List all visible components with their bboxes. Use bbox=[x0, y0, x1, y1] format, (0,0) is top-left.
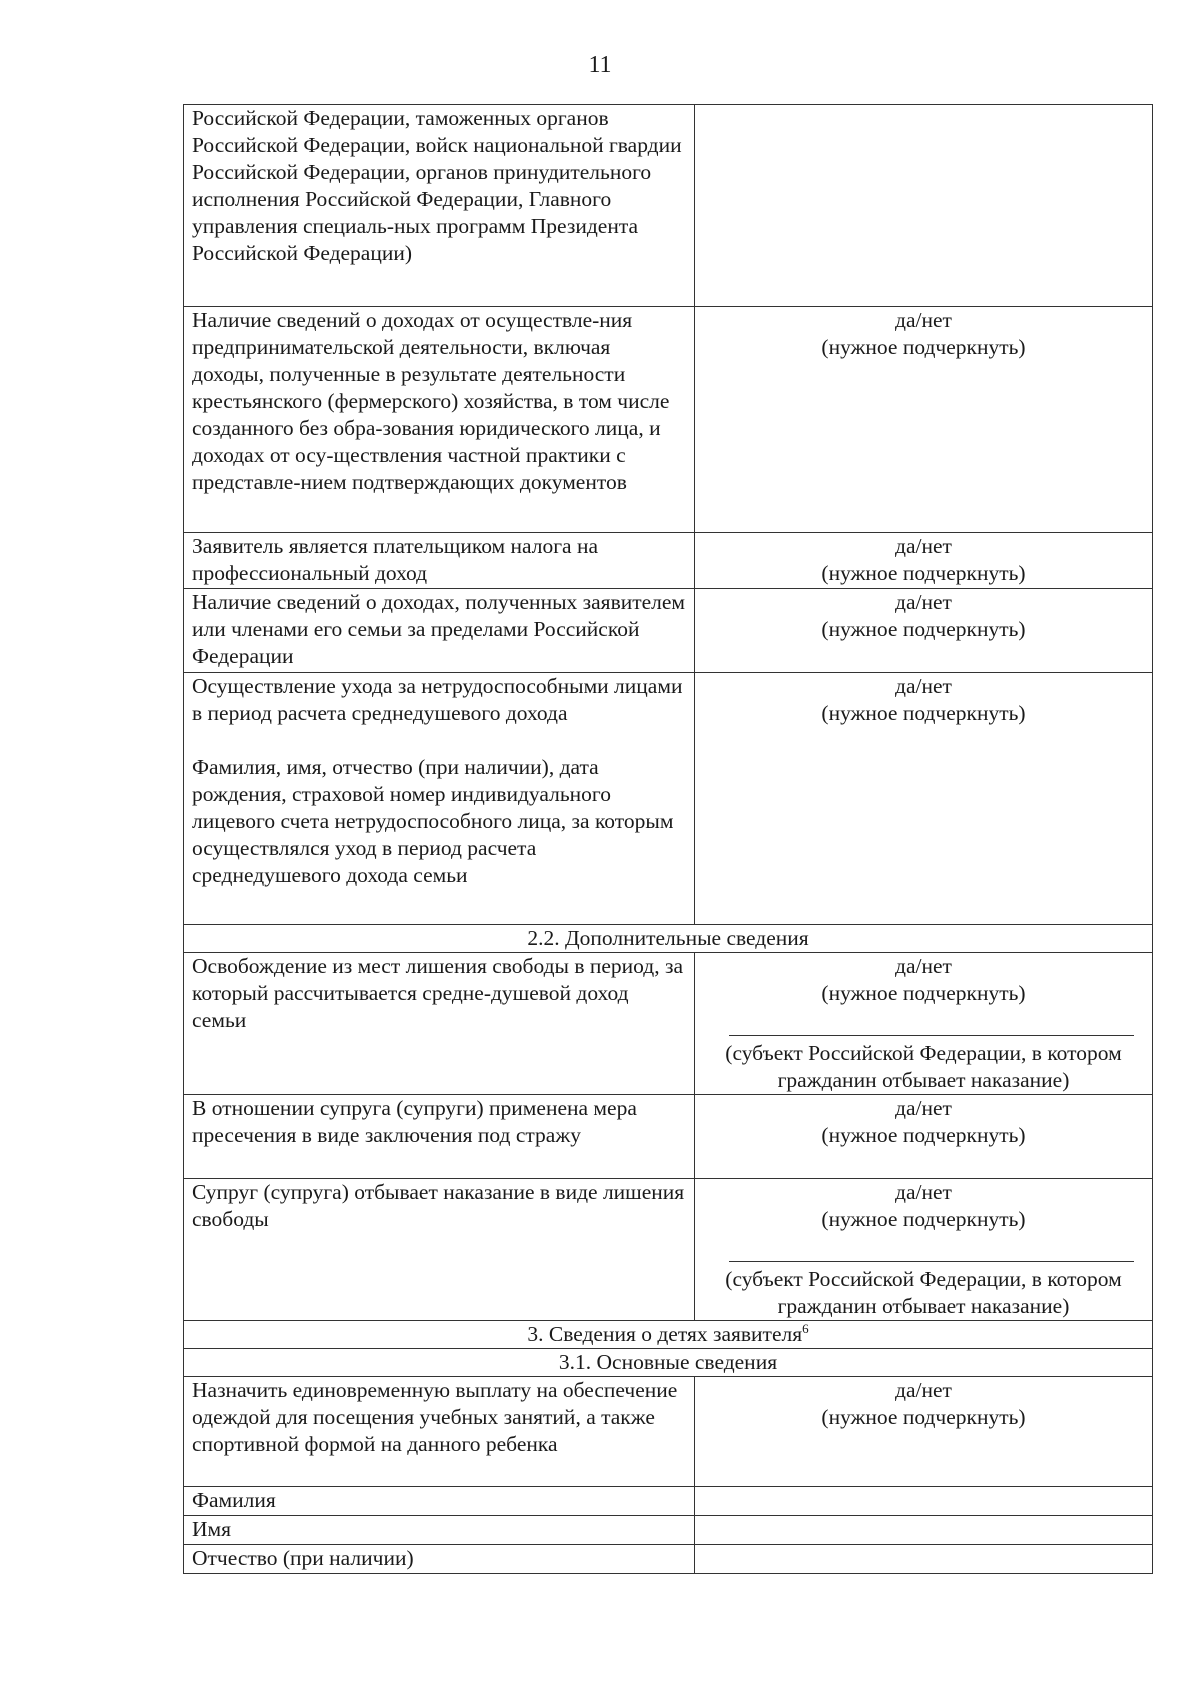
row-value-release-from-prison[interactable] bbox=[695, 953, 1153, 1095]
care-details-instruction: Фамилия, имя, отчество (при наличии), дата рождения, страховой номер индивидуального лицевого счета нетрудоспособного лица, за которым осуществлялся уход в период расчета среднедушевого дохода семьи bbox=[192, 755, 674, 887]
row-label-surname: Фамилия bbox=[184, 1487, 695, 1516]
patronymic-field[interactable] bbox=[695, 1545, 1153, 1574]
row-value-foreign-income[interactable] bbox=[695, 589, 1153, 673]
section-heading-3-text: 3. Сведения о детях заявителя bbox=[527, 1322, 803, 1346]
table-row bbox=[184, 1179, 1153, 1321]
underline-hint: (нужное подчеркнуть) bbox=[821, 981, 1026, 1005]
table-row bbox=[184, 105, 1153, 307]
care-question: Осуществление ухода за нетрудоспособными лицами в период расчета среднедушевого дохода bbox=[192, 674, 683, 725]
section-heading-3-1: 3.1. Основные сведения bbox=[184, 1349, 1153, 1377]
table-row bbox=[184, 533, 1153, 589]
surname-field[interactable] bbox=[695, 1487, 1153, 1516]
yes-no-option[interactable]: да/нет bbox=[895, 1096, 952, 1120]
underline-hint: (нужное подчеркнуть) bbox=[821, 1405, 1026, 1429]
row-label-spouse-detention: В отношении супруга (супруги) применена мера пресечения в виде заключения под стражу bbox=[184, 1095, 695, 1179]
subject-input-line[interactable] bbox=[729, 1241, 1134, 1262]
underline-hint: (нужное подчеркнуть) bbox=[821, 1123, 1026, 1147]
section-row bbox=[184, 1321, 1153, 1349]
application-form-table bbox=[183, 104, 1153, 1574]
table-row bbox=[184, 1545, 1153, 1574]
table-row bbox=[184, 1095, 1153, 1179]
first-name-field[interactable] bbox=[695, 1516, 1153, 1545]
subject-caption: (субъект Российской Федерации, в котором гражданин отбывает наказание) bbox=[725, 1267, 1122, 1318]
section-row bbox=[184, 1349, 1153, 1377]
yes-no-option[interactable]: да/нет bbox=[895, 308, 952, 332]
row-label-patronymic: Отчество (при наличии) bbox=[184, 1545, 695, 1574]
table-row bbox=[184, 953, 1153, 1095]
section-row bbox=[184, 925, 1153, 953]
yes-no-option[interactable]: да/нет bbox=[895, 1180, 952, 1204]
subject-caption: (субъект Российской Федерации, в котором гражданин отбывает наказание) bbox=[725, 1041, 1122, 1092]
table-row bbox=[184, 673, 1153, 925]
row-label-care-disabled bbox=[184, 673, 695, 925]
underline-hint: (нужное подчеркнуть) bbox=[821, 561, 1026, 585]
section-heading-2-2: 2.2. Дополнительные сведения bbox=[184, 925, 1153, 953]
subject-input-line[interactable] bbox=[729, 1015, 1134, 1036]
table-row bbox=[184, 307, 1153, 533]
table-row bbox=[184, 589, 1153, 673]
row-value-professional-tax[interactable] bbox=[695, 533, 1153, 589]
yes-no-option[interactable]: да/нет bbox=[895, 590, 952, 614]
page-number: 11 bbox=[588, 52, 612, 78]
underline-hint: (нужное подчеркнуть) bbox=[821, 335, 1026, 359]
underline-hint: (нужное подчеркнуть) bbox=[821, 701, 1026, 725]
row-value-authorities[interactable] bbox=[695, 105, 1153, 307]
row-label-authorities: Российской Федерации, таможенных органов Российской Федерации, войск национальной гвардии Российской Федерации, органов принудительного исполнения Российской Федерации, Главного управления специаль-ных программ Президента Российской Федерации) bbox=[184, 105, 695, 307]
row-value-spouse-detention[interactable] bbox=[695, 1095, 1153, 1179]
yes-no-option[interactable]: да/нет bbox=[895, 954, 952, 978]
row-value-clothing-payment[interactable] bbox=[695, 1377, 1153, 1487]
row-value-business-income[interactable] bbox=[695, 307, 1153, 533]
yes-no-option[interactable]: да/нет bbox=[895, 674, 952, 698]
row-value-spouse-imprisonment[interactable] bbox=[695, 1179, 1153, 1321]
footnote-mark: 6 bbox=[802, 1320, 809, 1336]
table-row bbox=[184, 1377, 1153, 1487]
row-label-clothing-payment: Назначить единовременную выплату на обеспечение одеждой для посещения учебных занятий, а также спортивной формой на данного ребенка bbox=[184, 1377, 695, 1487]
row-value-care-disabled[interactable] bbox=[695, 673, 1153, 925]
yes-no-option[interactable]: да/нет bbox=[895, 534, 952, 558]
row-label-business-income: Наличие сведений о доходах от осуществле-ния предпринимательской деятельности, включая доходы, полученные в результате деятельности крестьянского (фермерского) хозяйства, в том числе созданного без обра-зования юридического лица, и доходах от осу-ществления частной практики с представле-нием подтверждающих документов bbox=[184, 307, 695, 533]
yes-no-option[interactable]: да/нет bbox=[895, 1378, 952, 1402]
table-row bbox=[184, 1516, 1153, 1545]
row-label-foreign-income: Наличие сведений о доходах, полученных заявителем или членами его семьи за пределами Российской Федерации bbox=[184, 589, 695, 673]
row-label-first-name: Имя bbox=[184, 1516, 695, 1545]
row-label-professional-tax: Заявитель является плательщиком налога на профессиональный доход bbox=[184, 533, 695, 589]
row-label-release-from-prison: Освобождение из мест лишения свободы в период, за который рассчитывается средне-душевой доход семьи bbox=[184, 953, 695, 1095]
section-heading-3 bbox=[184, 1321, 1153, 1349]
underline-hint: (нужное подчеркнуть) bbox=[821, 617, 1026, 641]
row-label-spouse-imprisonment: Супруг (супруга) отбывает наказание в виде лишения свободы bbox=[184, 1179, 695, 1321]
table-row bbox=[184, 1487, 1153, 1516]
underline-hint: (нужное подчеркнуть) bbox=[821, 1207, 1026, 1231]
